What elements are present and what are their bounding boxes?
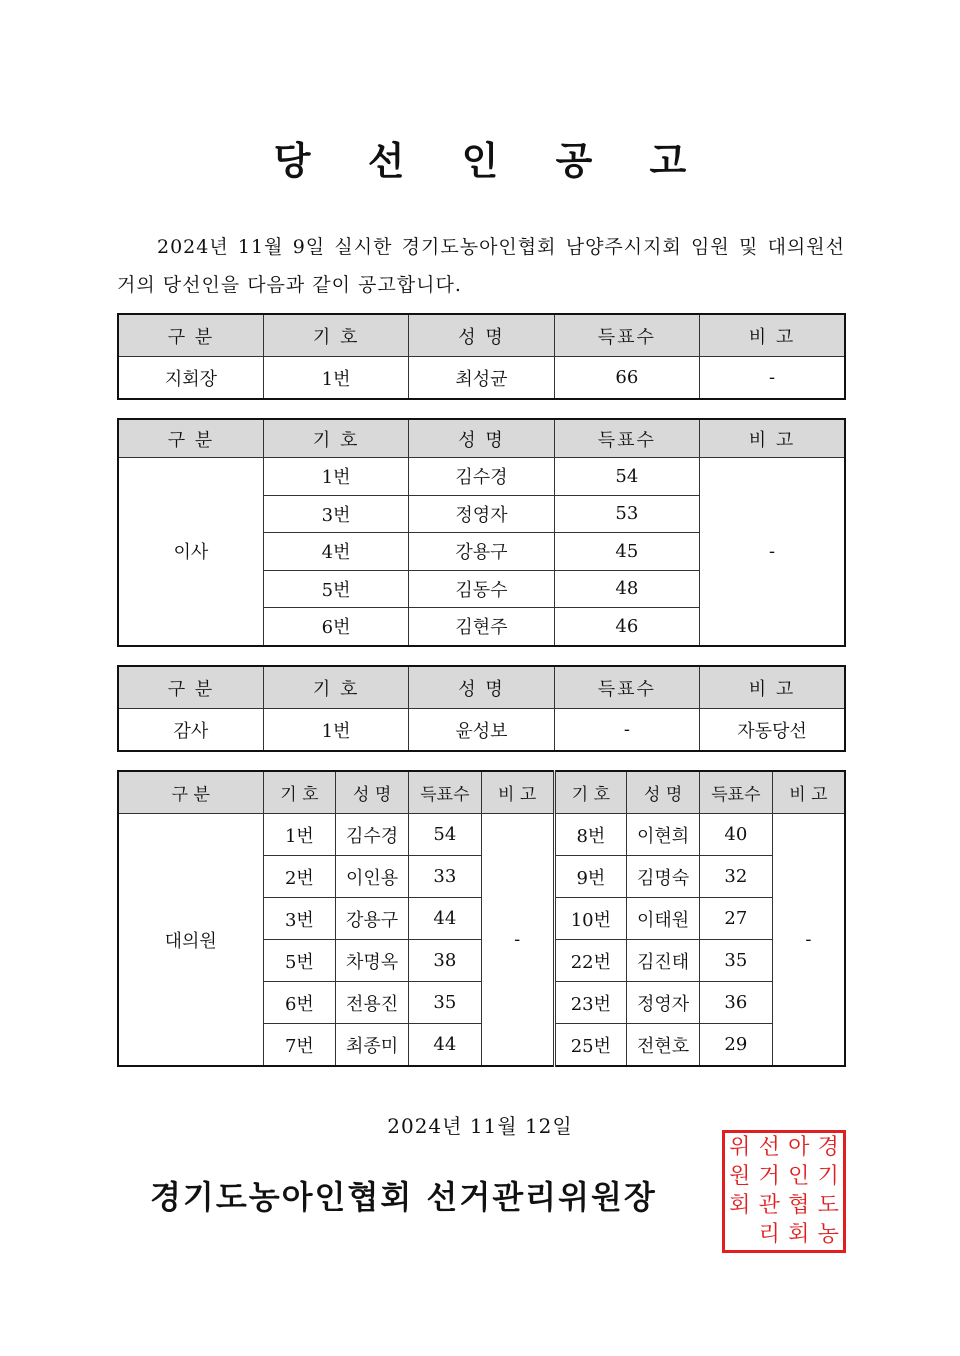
seal-glyph: 원 (729, 1163, 751, 1189)
name-cell: 김진태 (627, 940, 700, 982)
header-number: 기 호 (263, 771, 336, 814)
votes-cell: 45 (554, 533, 699, 571)
name-cell: 전용진 (336, 982, 409, 1024)
seal-glyph: 거 (758, 1163, 780, 1189)
name-cell: 김수경 (336, 814, 409, 856)
seal-glyph: 농 (817, 1222, 839, 1248)
header-votes: 득표수 (700, 771, 773, 814)
announcement-date: 2024년 11월 12일 (387, 1114, 573, 1138)
table-row (118, 357, 845, 400)
note-cell: - (481, 814, 554, 1067)
number-cell: 2번 (263, 856, 336, 898)
votes-cell: 54 (409, 814, 482, 856)
seal-glyph: 도 (817, 1193, 839, 1219)
seal-glyph: 관 (758, 1193, 780, 1219)
official-seal (722, 1130, 846, 1253)
header-category: 구 분 (118, 419, 263, 458)
votes-cell: 32 (700, 856, 773, 898)
page-title: 당 선 인 공 고 (273, 138, 709, 183)
number-cell: 8번 (554, 814, 627, 856)
number-cell: 3번 (263, 898, 336, 940)
number-cell: 25번 (554, 1024, 627, 1067)
note-cell: - (700, 458, 845, 646)
name-cell: 이현희 (627, 814, 700, 856)
number-cell: 4번 (263, 533, 408, 571)
name-cell: 이인용 (336, 856, 409, 898)
note-cell: - (772, 814, 845, 1067)
number-cell: 1번 (263, 458, 408, 496)
number-cell: 3번 (263, 495, 408, 533)
table-row (118, 458, 845, 496)
directors-table (117, 418, 846, 647)
number-cell: 1번 (263, 709, 408, 752)
name-cell: 김수경 (409, 458, 554, 496)
header-category: 구 분 (118, 666, 263, 709)
table-header-row (118, 666, 845, 709)
votes-cell: 38 (409, 940, 482, 982)
votes-cell: 44 (409, 1024, 482, 1067)
header-note: 비 고 (481, 771, 554, 814)
category-cell: 지회장 (118, 357, 263, 400)
header-category: 구 분 (118, 314, 263, 357)
seal-glyph: 리 (758, 1222, 780, 1248)
seal-glyph: 회 (729, 1193, 751, 1219)
name-cell: 전현호 (627, 1024, 700, 1067)
seal-glyph: 인 (788, 1163, 810, 1189)
name-cell: 강용구 (409, 533, 554, 571)
seal-glyph: 경 (817, 1134, 839, 1160)
category-cell: 감사 (118, 709, 263, 752)
name-cell: 강용구 (336, 898, 409, 940)
name-cell: 최성균 (409, 357, 554, 400)
header-number: 기 호 (263, 666, 408, 709)
name-cell: 김명숙 (627, 856, 700, 898)
name-cell: 김동수 (409, 570, 554, 608)
header-votes: 득표수 (554, 666, 699, 709)
delegates-table (117, 770, 846, 1067)
votes-cell: 27 (700, 898, 773, 940)
table-header-row (118, 419, 845, 458)
name-cell: 이태원 (627, 898, 700, 940)
number-cell: 9번 (554, 856, 627, 898)
table-header-row (118, 314, 845, 357)
votes-cell: 46 (554, 608, 699, 646)
announcement-text: 2024년 11월 9일 실시한 경기도농아인협회 남양주시지회 임원 및 대의원선거의 당선인을 다음과 같이 공고합니다. (117, 236, 845, 296)
header-name: 성 명 (409, 666, 554, 709)
header-name: 성 명 (336, 771, 409, 814)
header-votes: 득표수 (409, 771, 482, 814)
votes-cell: 53 (554, 495, 699, 533)
votes-cell: 54 (554, 458, 699, 496)
seal-glyph: 협 (788, 1193, 810, 1219)
votes-cell: 35 (409, 982, 482, 1024)
header-note: 비 고 (700, 666, 845, 709)
name-cell: 정영자 (409, 495, 554, 533)
seal-glyph: 위 (729, 1134, 751, 1160)
header-note: 비 고 (700, 314, 845, 357)
header-name: 성 명 (409, 314, 554, 357)
header-name: 성 명 (409, 419, 554, 458)
note-cell: - (700, 357, 845, 400)
table-row (118, 814, 845, 856)
votes-cell: 29 (700, 1024, 773, 1067)
header-votes: 득표수 (554, 419, 699, 458)
number-cell: 6번 (263, 982, 336, 1024)
name-cell: 정영자 (627, 982, 700, 1024)
name-cell: 최종미 (336, 1024, 409, 1067)
votes-cell: 40 (700, 814, 773, 856)
votes-cell: 36 (700, 982, 773, 1024)
votes-cell: 35 (700, 940, 773, 982)
number-cell: 22번 (554, 940, 627, 982)
note-cell: 자동당선 (700, 709, 845, 752)
header-number: 기 호 (263, 419, 408, 458)
number-cell: 5번 (263, 940, 336, 982)
number-cell: 10번 (554, 898, 627, 940)
number-cell: 6번 (263, 608, 408, 646)
number-cell: 1번 (263, 357, 408, 400)
votes-cell: 48 (554, 570, 699, 608)
category-cell: 이사 (118, 458, 263, 646)
name-cell: 차명옥 (336, 940, 409, 982)
header-category: 구 분 (118, 771, 263, 814)
seal-glyph: 선 (758, 1134, 780, 1160)
number-cell: 1번 (263, 814, 336, 856)
table-header-row (118, 771, 845, 814)
number-cell: 7번 (263, 1024, 336, 1067)
name-cell: 윤성보 (409, 709, 554, 752)
name-cell: 김현주 (409, 608, 554, 646)
votes-cell: - (554, 709, 699, 752)
category-cell: 대의원 (118, 814, 263, 1067)
header-votes: 득표수 (554, 314, 699, 357)
votes-cell: 66 (554, 357, 699, 400)
seal-glyph: 회 (788, 1222, 810, 1248)
auditor-table (117, 665, 846, 752)
header-note: 비 고 (772, 771, 845, 814)
header-number: 기 호 (554, 771, 627, 814)
seal-glyph: 기 (817, 1163, 839, 1189)
header-name: 성 명 (627, 771, 700, 814)
header-number: 기 호 (263, 314, 408, 357)
issuer-name: 경기도농아인협회 선거관리위원장 (150, 1178, 657, 1216)
number-cell: 23번 (554, 982, 627, 1024)
branch-head-table (117, 313, 846, 400)
seal-glyph: 아 (788, 1134, 810, 1160)
header-note: 비 고 (700, 419, 845, 458)
table-row (118, 709, 845, 752)
votes-cell: 44 (409, 898, 482, 940)
votes-cell: 33 (409, 856, 482, 898)
number-cell: 5번 (263, 570, 408, 608)
